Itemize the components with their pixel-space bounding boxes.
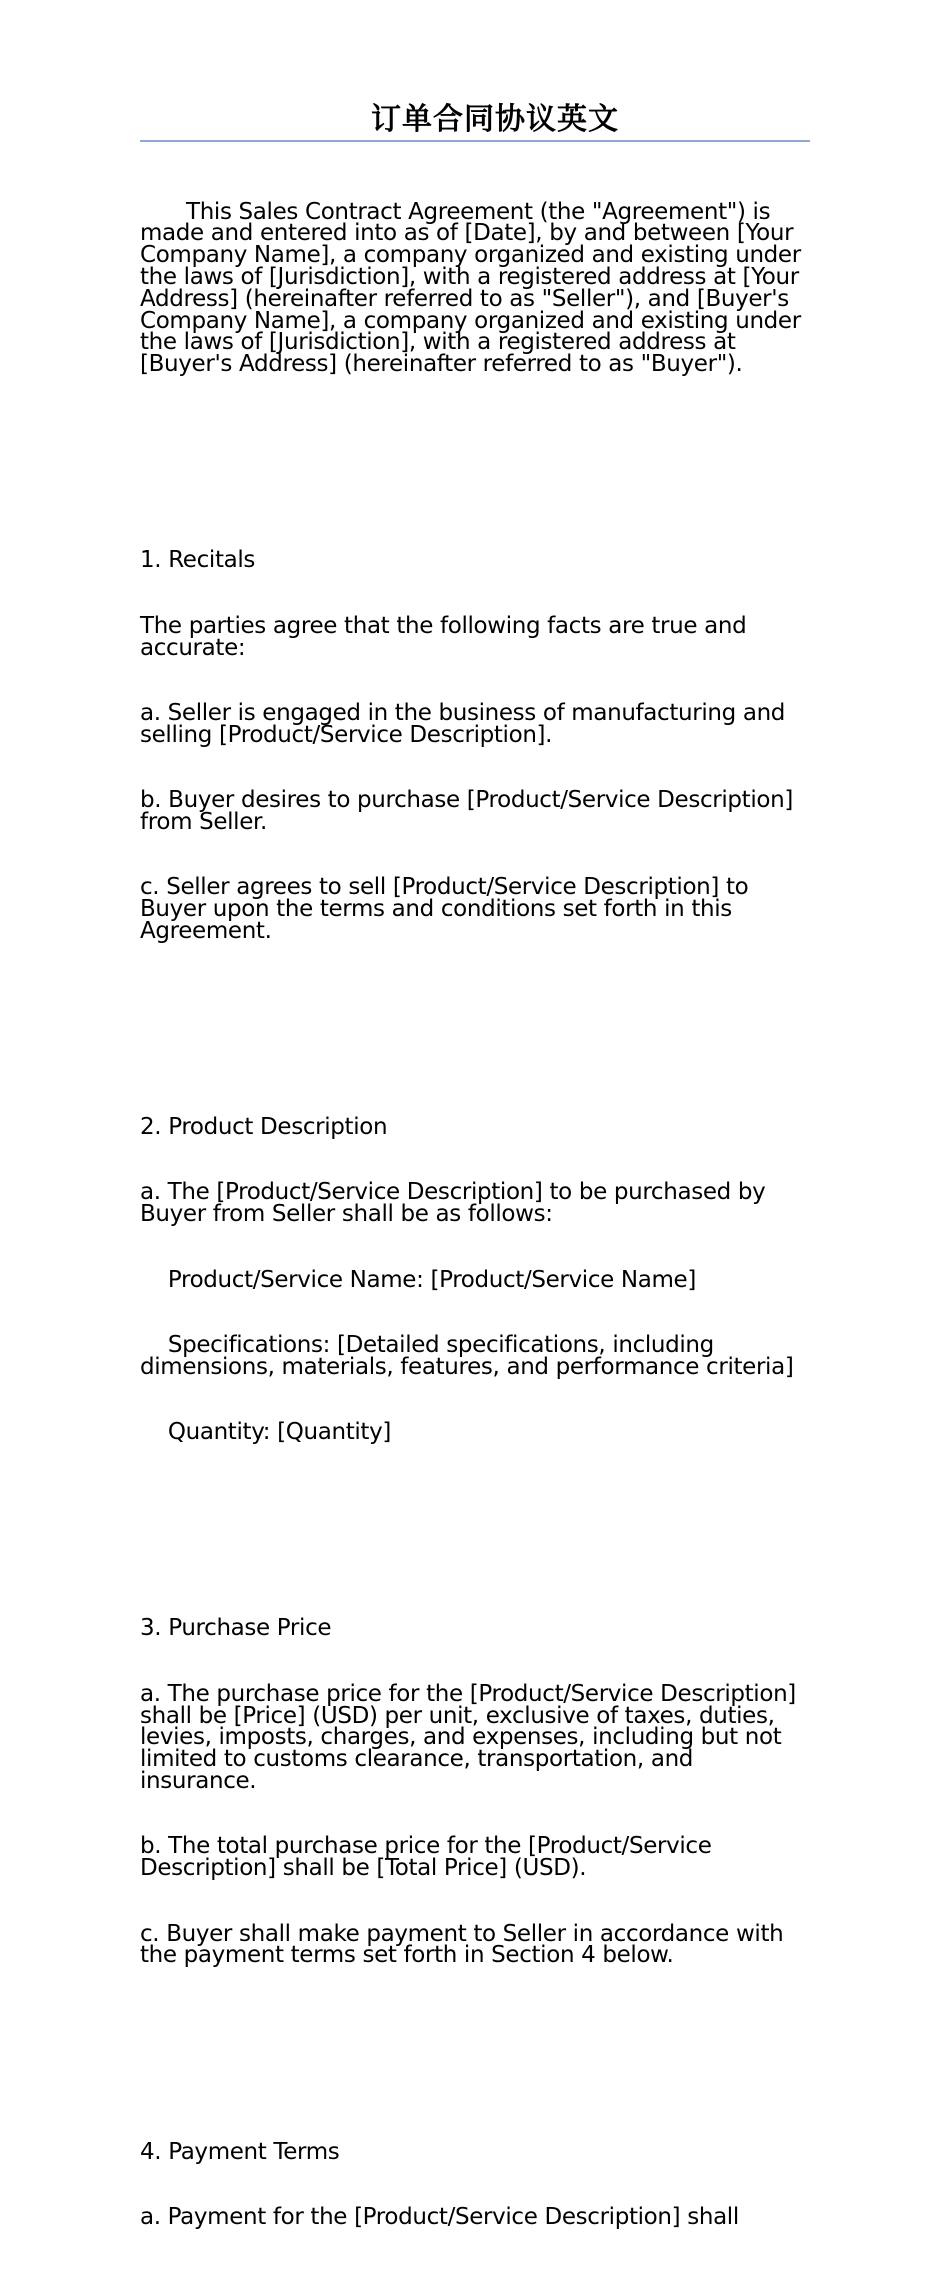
product-description-line: a. The [Product/Service Description] to be purchased by Buyer from Seller shall be as follows: xyxy=(140,1179,773,1228)
purchase-price-line: b. The total purchase price for the [Product/Service Description] shall be [Total Price] (USD). xyxy=(140,1833,719,1882)
document-page xyxy=(140,100,810,2272)
purchase-price-line: a. The purchase price for the [Product/Service Description] shall be [Price] (USD) per unit, exclusive of taxes, duties, levies, imposts, charges, and expenses, including but not limited to customs clearance, transportation, and insurance. xyxy=(140,1680,803,1794)
section-heading-product-description: 2. Product Description xyxy=(140,1114,388,1141)
paragraph-gap xyxy=(140,1509,810,1531)
recitals-line: a. Seller is engaged in the business of manufacturing and selling [Product/Service Description]. xyxy=(140,699,793,748)
product-description-line: Specifications: [Detailed specifications, including dimensions, materials, features, and performance criteria] xyxy=(140,1332,794,1380)
paragraph-gap xyxy=(140,1008,810,1030)
section-heading-payment-terms: 4. Payment Terms xyxy=(140,2138,340,2165)
payment-terms-line: a. Payment for the [Product/Service Description] shall xyxy=(140,2203,739,2230)
recitals-line: The parties agree that the following facts are true and accurate: xyxy=(140,612,754,661)
recitals-line: c. Seller agrees to sell [Product/Service Description] to Buyer upon the terms and conditions set forth in this Agreement. xyxy=(140,874,756,944)
product-description-line: Quantity: [Quantity] xyxy=(140,1419,391,1446)
paragraph-gap xyxy=(140,441,810,463)
purchase-price-line: c. Buyer shall make payment to Seller in accordance with the payment terms set forth in Section 4 below. xyxy=(140,1920,791,1969)
paragraph-gap xyxy=(140,2033,810,2055)
section-heading-recitals: 1. Recitals xyxy=(140,547,256,574)
recitals-line: b. Buyer desires to purchase [Product/Service Description] from Seller. xyxy=(140,787,800,835)
section-heading-purchase-price: 3. Purchase Price xyxy=(140,1615,332,1642)
intro-paragraph: This Sales Contract Agreement (the "Agreement") is made and entered into as of [Date], by and between [Your Company Name], a company organized and existing under the laws of [Jurisdiction], with a registered address at [Your Address] (hereinafter referred to as "Seller"), and [Buyer's Company Name], a company organized and existing under the laws of [Jurisdiction], with a registered address at [Buyer's Address] (hereinafter referred to as "Buyer"). xyxy=(140,198,808,378)
product-description-line: Product/Service Name: [Product/Service Name] xyxy=(140,1266,696,1293)
document-body xyxy=(140,158,810,2272)
document-title: 订单合同协议英文 xyxy=(140,100,810,142)
